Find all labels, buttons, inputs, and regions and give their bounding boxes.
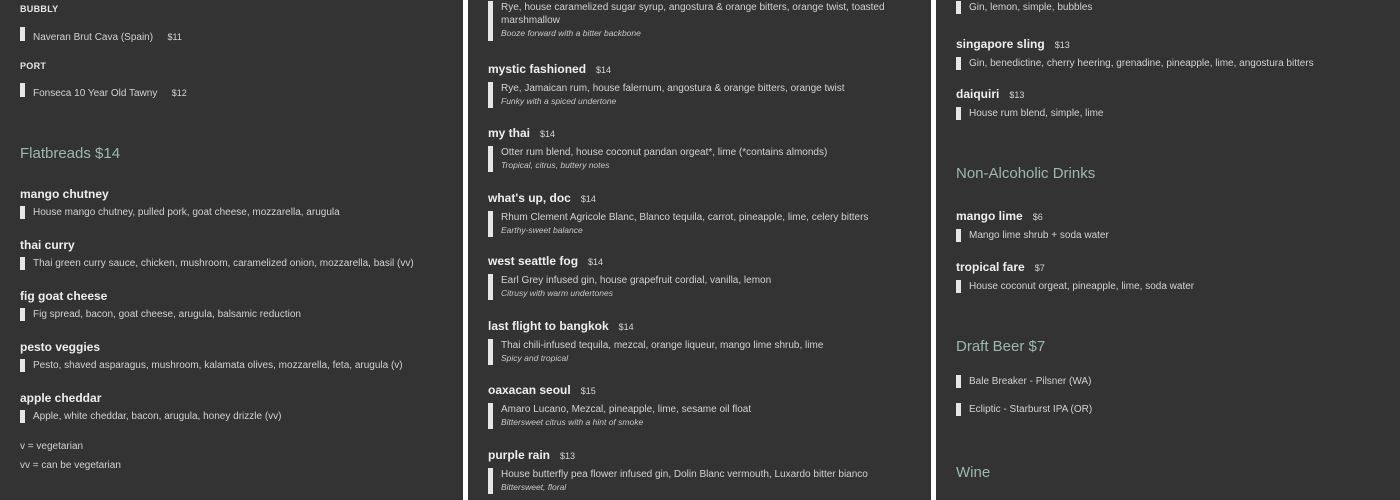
item-price: $12 [171,88,187,98]
item-bar [488,82,493,108]
category-label-bubbly: BUBBLY [20,4,59,14]
item-bar [488,274,493,300]
item-desc: Naveran Brut Cava (Spain) [33,32,154,43]
item-bar [20,27,25,41]
item-desc: Fonseca 10 Year Old Tawny [33,88,158,99]
menu-item [956,35,1314,70]
menu-column-middle [468,0,931,500]
item-bar [20,410,25,423]
list-item-beer [956,375,1091,388]
item-price: $11 [167,32,182,42]
menu-item [488,189,868,237]
item-price: $14 [540,129,556,139]
legend-vegetarian: v = vegetarian [20,441,84,452]
menu-item [956,258,1194,293]
menu-item-partial [956,1,1092,14]
item-bar [488,211,493,237]
item-name: apple cheddar [20,391,102,405]
item-name: my thai [488,126,531,140]
item-name: singapore sling [956,37,1045,51]
item-name: pesto veggies [20,340,101,354]
item-desc: House rum blend, simple, lime [969,108,1104,119]
item-desc: Thai chili-infused tequila, mezcal, orange liqueur, mango lime shrub, lime [501,340,824,351]
menu-item-partial [488,1,901,40]
item-desc: Pesto, shaved asparagus, mushroom, kalamata olives, mozzarella, feta, arugula (v) [33,360,403,371]
menu-item [20,238,414,270]
item-desc: Thai green curry sauce, chicken, mushroom, caramelized onion, mozzarella, basil (vv) [33,258,414,269]
item-desc: Rye, Jamaican rum, house falernum, angostura & orange bitters, orange twist [501,83,845,94]
item-name: thai curry [20,238,75,252]
item-name: mango lime [956,209,1023,223]
section-title-flatbreads: Flatbreads $14 [20,145,121,162]
item-desc: Rye, house caramelized sugar syrup, angostura & orange bitters, orange twist, toasted marshmallow [501,2,885,26]
item-name: oaxacan seoul [488,383,571,397]
menu-item [20,289,301,321]
item-desc: House mango chutney, pulled pork, goat cheese, mozzarella, arugula [33,207,340,218]
item-bar [488,339,493,365]
list-item-beer [956,403,1092,416]
item-name: tropical fare [956,260,1025,274]
list-item-port [20,83,187,101]
item-note: Tropical, citrus, buttery notes [501,160,610,170]
menu-item [20,340,403,372]
item-bar [956,1,961,14]
item-desc: Earl Grey infused gin, house grapefruit cordial, vanilla, lemon [501,275,772,286]
item-bar [20,308,25,321]
menu-item [488,252,771,300]
item-desc: Otter rum blend, house coconut pandan orgeat*, lime (*contains almonds) [501,147,828,158]
item-bar [488,403,493,429]
menu-item [488,446,868,494]
item-bar [956,403,961,416]
item-name: daiquiri [956,87,1000,101]
menu-item [488,124,827,172]
menu-item [488,60,845,108]
item-note: Earthy-sweet balance [501,225,583,235]
item-note: Bittersweet citrus with a hint of smoke [501,417,644,427]
item-bar [956,229,961,242]
section-title-draft-beer: Draft Beer $7 [956,338,1046,355]
menu-item [956,85,1104,120]
item-price: $14 [618,322,634,332]
item-price: $15 [580,386,596,396]
item-name: purple rain [488,448,551,462]
menu-column-left [0,0,463,500]
menu-item [488,381,751,429]
item-bar [20,359,25,372]
item-name: mango chutney [20,187,109,201]
item-price: $14 [588,257,604,267]
item-price: $13 [560,451,576,461]
item-price: $14 [596,65,612,75]
section-title-wine: Wine [956,464,991,481]
section-title-non-alcoholic: Non-Alcoholic Drinks [956,165,1096,182]
item-name: what's up, doc [488,191,571,205]
menu-item [20,391,281,423]
item-note: Spicy and tropical [501,353,569,363]
list-item-bubbly [20,27,182,45]
item-note: Citrusy with warm undertones [501,288,613,298]
menu-item [956,207,1109,242]
item-bar [956,375,961,388]
item-price: $13 [1054,40,1070,50]
item-note: Booze forward with a bitter backbone [501,28,641,38]
item-bar [956,57,961,70]
item-bar [956,107,961,120]
item-desc: Bale Breaker - Pilsner (WA) [969,376,1092,387]
item-name: west seattle fog [488,254,579,268]
item-price: $14 [580,194,596,204]
item-desc: Ecliptic - Starburst IPA (OR) [969,404,1093,415]
item-price: $13 [1009,90,1025,100]
menu-column-right [936,0,1400,500]
item-note: Funky with a spiced undertone [501,96,617,106]
item-name: mystic fashioned [488,62,587,76]
item-desc: House coconut orgeat, pineapple, lime, soda water [969,281,1195,292]
item-desc: Apple, white cheddar, bacon, arugula, honey drizzle (vv) [33,411,282,422]
item-price: $7 [1034,263,1045,273]
category-label-port: PORT [20,61,47,71]
item-desc: Mango lime shrub + soda water [969,230,1109,241]
item-name: fig goat cheese [20,289,108,303]
item-bar [488,1,493,41]
item-bar [956,280,961,293]
item-name: last flight to bangkok [488,319,609,333]
item-bar [488,146,493,172]
item-desc: Fig spread, bacon, goat cheese, arugula, balsamic reduction [33,309,301,320]
menu-item [20,187,340,219]
item-bar [488,468,493,494]
menu-item [488,317,823,365]
item-bar [20,257,25,270]
item-bar [20,83,25,97]
item-desc: House butterfly pea flower infused gin, Dolin Blanc vermouth, Luxardo bitter bianco [501,469,868,480]
item-bar [20,206,25,219]
item-desc: Rhum Clement Agricole Blanc, Blanco tequila, carrot, pineapple, lime, celery bitters [501,212,869,223]
legend-can-be-vegetarian: vv = can be vegetarian [20,460,121,471]
item-note: Bittersweet, floral [501,482,567,492]
item-desc: Amaro Lucano, Mezcal, pineapple, lime, sesame oil float [501,404,752,415]
item-desc: Gin, lemon, simple, bubbles [969,2,1093,13]
item-desc: Gin, benedictine, cherry heering, grenadine, pineapple, lime, angostura bitters [969,58,1314,69]
item-price: $6 [1032,212,1043,222]
